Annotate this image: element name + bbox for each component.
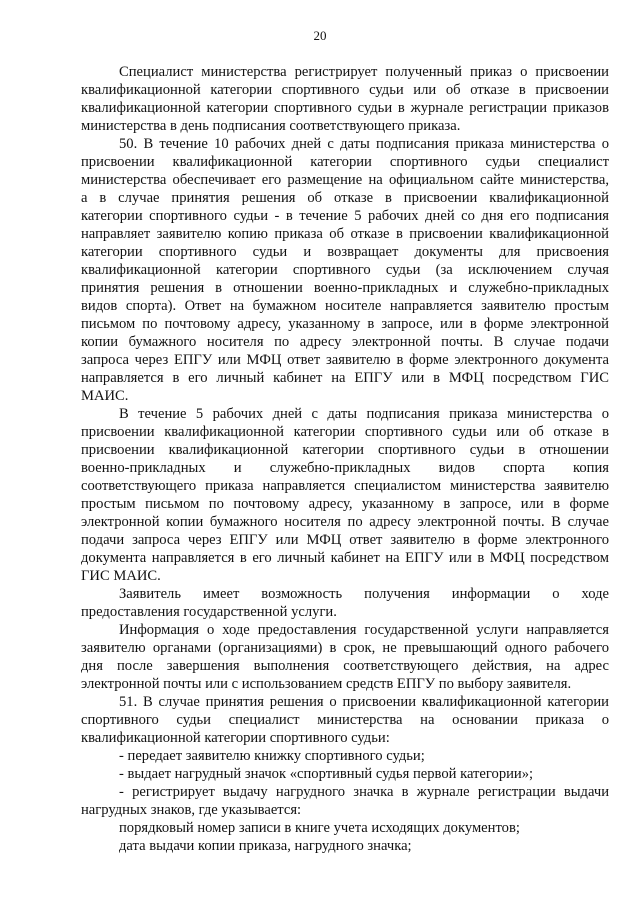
text-line: 51. В случае принятия решения о присвоении квалификационной категории <box>119 694 609 710</box>
text-line: присвоении квалификационной категории спортивного судьи в отношении <box>81 442 609 458</box>
text-line: категории спортивного судьи - в течение 5 рабочих дней со дня его подписания <box>81 208 609 224</box>
text-line: электронной копии бумажного носителя по адресу электронной почты. В случае <box>81 514 609 530</box>
text-line: дня после завершения выполнения соответствующего действия, на адрес <box>81 658 609 674</box>
text-line: военно-прикладных и служебно-прикладных видов спорта копия <box>81 460 609 476</box>
paragraph <box>81 621 609 693</box>
paragraph <box>81 585 609 621</box>
text-line: категории спортивного судьи и возвращает документы для присвоения <box>81 244 609 260</box>
text-line: - передает заявителю книжку спортивного судьи; <box>119 748 425 764</box>
paragraph <box>81 135 609 405</box>
text-line: электронной почты или с использованием средств ЕПГУ по выбору заявителя. <box>81 676 572 692</box>
paragraph <box>81 837 609 855</box>
text-line: В течение 5 рабочих дней с даты подписания приказа министерства о <box>119 406 609 422</box>
paragraph <box>81 747 609 765</box>
paragraph <box>81 693 609 747</box>
text-line: документа направляется в его личный кабинет на ЕПГУ или в МФЦ посредством <box>81 550 609 566</box>
text-line: а в случае принятия решения об отказе в присвоении квалификационной <box>81 190 609 206</box>
text-line: ГИС МАИС. <box>81 568 161 584</box>
text-line: присвоении квалификационной категории спортивного судьи специалист <box>81 154 609 170</box>
text-line: Информация о ходе предоставления государственной услуги направляется <box>119 622 609 638</box>
text-line: квалификационной категории спортивного судьи в журнале регистрации приказов <box>81 100 609 116</box>
text-line: принятия решения в отношении военно-прикладных и служебно-прикладных <box>81 280 609 296</box>
text-line: министерства в день подписания соответствующего приказа. <box>81 118 461 134</box>
paragraph <box>81 765 609 783</box>
document-body <box>81 63 609 855</box>
text-line: подачи запроса через ЕПГУ или МФЦ ответ заявителю в форме электронного <box>81 532 609 548</box>
text-line: запроса через ЕПГУ или МФЦ ответ заявителю в форме электронного документа <box>81 352 609 368</box>
text-line: квалификационной категории спортивного судьи или об отказе в присвоении <box>81 82 609 98</box>
text-line: спортивного судьи специалист министерства на основании приказа о <box>81 712 609 728</box>
text-line: квалификационной категории спортивного судьи: <box>81 730 390 746</box>
text-line: предоставления государственной услуги. <box>81 604 337 620</box>
text-line: копии бумажного носителя по адресу электронной почты. В случае подачи <box>81 334 609 350</box>
text-line: заявителю органами (организациями) в срок, не превышающий одного рабочего <box>81 640 609 656</box>
text-line: Специалист министерства регистрирует полученный приказ о присвоении <box>119 64 609 80</box>
text-line: Заявитель имеет возможность получения информации о ходе <box>119 586 609 602</box>
paragraph <box>81 405 609 585</box>
text-line: - регистрирует выдачу нагрудного значка в журнале регистрации выдачи <box>119 784 609 800</box>
text-line: видов спорта). Ответ на бумажном носителе направляется заявителю простым <box>81 298 609 314</box>
text-line: присвоении квалификационной категории спортивного судьи или об отказе в <box>81 424 609 440</box>
text-line: порядковый номер записи в книге учета исходящих документов; <box>119 820 520 836</box>
text-line: 50. В течение 10 рабочих дней с даты подписания приказа министерства о <box>119 136 609 152</box>
paragraph <box>81 819 609 837</box>
text-line: соответствующего приказа направляется специалистом министерства заявителю <box>81 478 609 494</box>
text-line: - выдает нагрудный значок «спортивный судья первой категории»; <box>119 766 534 782</box>
text-line: министерства обеспечивает его размещение на официальном сайте министерства, <box>81 172 609 188</box>
text-line: простым письмом по почтовому адресу, указанному в запросе, или в форме <box>81 496 609 512</box>
text-line: письмом по почтовому адресу, указанному в запросе, или в форме электронной <box>81 316 609 332</box>
text-line: МАИС. <box>81 388 129 404</box>
text-line: направляет заявителю копию приказа об отказе в присвоении квалификационной <box>81 226 609 242</box>
text-line: квалификационной категории спортивного судьи (за исключением случая <box>81 262 609 278</box>
paragraph <box>81 63 609 135</box>
text-line: нагрудных знаков, где указывается: <box>81 802 302 818</box>
paragraph <box>81 783 609 819</box>
page-number: 20 <box>313 28 327 43</box>
text-line: дата выдачи копии приказа, нагрудного значка; <box>119 838 412 854</box>
text-line: направляется в его личный кабинет на ЕПГУ или в МФЦ посредством ГИС <box>81 370 609 386</box>
